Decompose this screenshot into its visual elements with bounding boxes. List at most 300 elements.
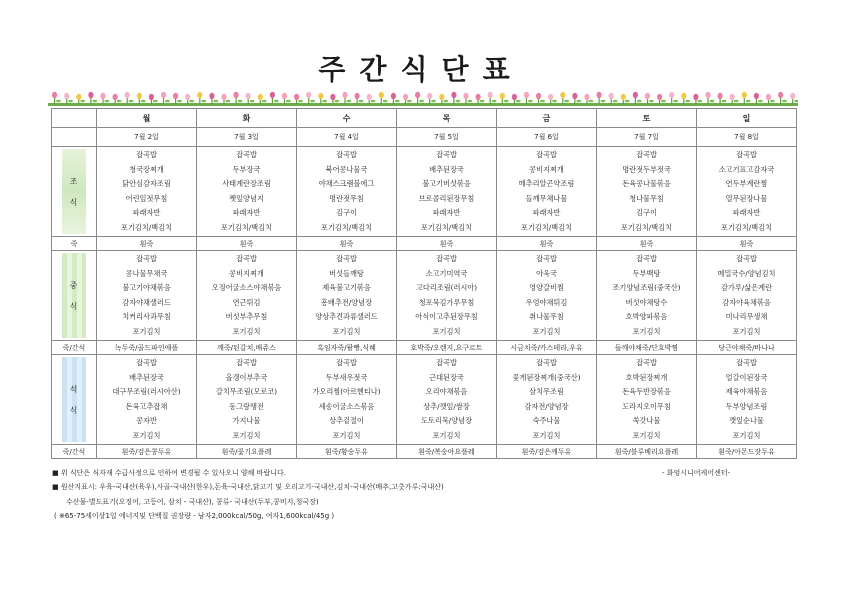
flower-leaf [552,100,557,103]
notes-line-4: ( ※65-75세이상1일 에너지및 단백질 권장량 - 남자2,000kcal/50g, 여자1,600kcal/45g ) [54,512,335,520]
flower-leaf [673,100,678,103]
menu-item: 콩자반 [136,416,157,425]
flower-bloom [64,93,69,99]
date-header: 7월 4일 [297,128,397,147]
menu-item: 제육불고기볶음 [322,283,371,292]
flower-bloom [754,93,759,99]
menu-item: 포기김치 [132,430,161,440]
weekly-menu-table [51,108,797,459]
dinner-snack-cell: 흰죽/검은콩두유 [97,445,197,459]
menu-item: 오징어굴소스야채볶음 [211,283,282,292]
menu-item: 어린잎젓무침 [125,193,168,203]
menu-item: 올갱이부추국 [225,372,268,382]
flower-bloom [500,93,505,99]
menu-item: 메추리알곤약조림 [518,179,575,188]
menu-item: 쩻잎양념지 [229,193,264,203]
menu-item: 세송이굴소스볶음 [318,401,375,411]
menu-item: 호박된장찌개 [625,372,668,382]
menu-item: 김구이 [336,208,357,217]
flower-bloom [742,92,747,98]
dinner-label: 석 식 [52,355,97,445]
lunch-label: 중 식 [52,251,97,341]
menu-item: 양상추견과류샐러드 [315,312,378,321]
menu-item: 잡곡밥 [736,254,757,263]
menu-item: 감자야육채볶음 [722,297,771,307]
menu-item: 잡곡밥 [636,254,657,263]
lunch-snack-cell: 들깨야채죽/단호박찜 [597,341,697,355]
flower-leaf [431,100,436,103]
flower-leaf [274,100,279,103]
flower-bloom [718,93,723,99]
menu-item: 잡곡밥 [736,358,757,367]
menu-item: 포기김치 [632,430,661,440]
flower-leaf [68,100,73,103]
menu-item: 파래자반 [232,208,261,217]
flower-leaf [576,100,581,103]
flower-bloom [318,93,323,99]
porridge-cell: 흰죽 [97,237,197,251]
menu-item: 브로콜리된장무침 [418,193,475,203]
date-header: 7월 6일 [497,128,597,147]
flower-bloom [294,94,299,100]
flower-leaf [468,100,473,103]
notes-line-1: ■ 위 식단은 식자재 수급사정으로 인하여 변경될 수 있사오니 양해 바랍니다. [52,469,286,477]
menu-item: 포기김치/백김치 [120,222,173,232]
flower-leaf [177,100,182,103]
menu-item: 소고기표고감자국 [718,164,775,174]
flower-leaf [238,100,243,103]
date-header: 7월 2일 [97,128,197,147]
dinner-snack-cell: 흰죽/아몬드잣두유 [697,445,797,459]
menu-item: 돈육콩나물볶음 [622,179,671,188]
menu-item: 상추겉절이 [329,416,364,425]
flower-bloom [88,92,93,98]
flower-bloom [778,92,783,98]
menu-item: 고다리조림(러시아) [415,283,478,292]
breakfast-cell [597,147,697,237]
menu-item: 파래자반 [732,208,761,217]
date-header: 7월 3일 [197,128,297,147]
flower-bloom [645,93,650,99]
menu-item: 포기김치 [132,326,161,336]
flower-leaf [613,100,618,103]
menu-item: 아욱국 [536,268,557,278]
menu-item: 포기김치 [732,430,761,440]
flower-bloom [524,92,529,98]
flower-bloom [451,92,456,98]
menu-item: 포기김치 [332,430,361,440]
flower-leaf [347,100,352,103]
menu-item: 버섯부추무침 [225,312,268,321]
flower-leaf [250,100,255,103]
dinner-cell [97,355,197,445]
menu-item: 불고기버섯볶음 [422,179,471,188]
flower-bloom [185,94,190,100]
menu-item: 들깨무채나물 [525,193,568,203]
menu-item: 포기김치 [232,326,261,336]
flower-bloom [246,93,251,99]
menu-item: 청국장찌개 [129,164,164,174]
flower-bloom [161,92,166,98]
menu-item: 잡곡밥 [436,150,457,159]
flower-bloom [584,94,589,100]
menu-item: 김구이 [636,208,657,217]
flower-bloom [621,94,626,100]
flower-bloom [633,92,638,98]
flower-bloom [572,93,577,99]
menu-item: 포기김치 [232,430,261,440]
flower-leaf [286,100,291,103]
flower-bloom [234,92,239,98]
menu-item: 우엉야채튀김 [525,297,568,307]
menu-item: 취나물무침 [529,312,564,321]
menu-item: 가지나물 [232,416,261,425]
dinner-snack-cell: 흰죽/블루베리요플레 [597,445,697,459]
menu-item: 도토리묵/양념장 [420,416,473,425]
menu-item: 미나리무생채 [725,312,768,321]
menu-item: 잡곡밥 [236,150,257,159]
menu-item: 포기김치 [532,430,561,440]
flower-leaf [770,100,775,103]
flower-leaf [383,100,388,103]
menu-item: 조기양념조림(중국산) [612,283,681,292]
menu-item: 명란젓두부젓국 [622,164,671,174]
menu-item: 배추된장국 [129,372,164,382]
porridge-cell: 흰죽 [197,237,297,251]
flower-leaf [564,100,569,103]
flower-leaf [540,100,545,103]
flower-bloom [548,94,553,100]
flower-bloom [76,94,81,100]
flower-leaf [661,100,666,103]
flower-leaf [298,100,303,103]
menu-item: 꽃게된장찌개(중국산) [512,372,581,382]
menu-item: 콩나물무채국 [125,268,168,278]
porridge-cell: 흰죽 [697,237,797,251]
menu-item: 잡곡밥 [136,358,157,367]
menu-item: 사태계란장조림 [222,179,271,188]
menu-item: 포기김치 [332,326,361,336]
flower-leaf [528,100,533,103]
menu-item: 호박양파볶음 [625,312,668,321]
flower-bloom [221,94,226,100]
dinner-snack-cell: 흰죽/검은깨두유 [497,445,597,459]
flower-leaf [407,100,412,103]
day-header: 월 [97,109,197,128]
flower-bloom [439,94,444,100]
flower-leaf [685,100,690,103]
flower-bloom [100,93,105,99]
menu-item: 연근튀김 [232,297,261,307]
flower-bloom [113,94,118,100]
flower-leaf [710,100,715,103]
corner-cell [52,109,97,128]
menu-item: 두부장국 [232,164,261,174]
menu-item: 배추된장국 [429,164,464,174]
menu-item: 흥배추전/양념장 [320,297,373,307]
flower-bloom [730,94,735,100]
flower-leaf [105,100,110,103]
flower-bloom [367,94,372,100]
breakfast-cell [497,147,597,237]
flower-bloom [137,93,142,99]
menu-item: 쑥갓나물 [632,416,661,425]
flower-leaf [697,100,702,103]
flower-bloom [536,93,541,99]
breakfast-label: 조 식 [52,147,97,237]
menu-item: 포기김치 [732,326,761,336]
flower-bloom [52,92,57,98]
notes-line-2: ■ 원산지표시: 우육-국내산(육우),사골-국내산(한우),돈육-국내산,닭고기 및 오리고기-국내산,김치-국내산(배추,고춧가루:국내산) [52,483,444,491]
flower-bloom [790,93,795,99]
lunch-cell [297,251,397,341]
flower-bloom [173,93,178,99]
flower-leaf [165,100,170,103]
menu-item: 가오리찜(아르헨티나) [312,387,381,396]
menu-item: 포기김치 [632,326,661,336]
date-header: 7월 7일 [597,128,697,147]
date-header: 7월 5일 [397,128,497,147]
menu-item: 숙주나물 [532,416,561,425]
menu-item: 잡곡밥 [336,150,357,159]
menu-item: 삼치무조림 [529,387,564,396]
flower-bloom [512,94,517,100]
flower-bloom [705,92,710,98]
flower-bloom [355,93,360,99]
flower-leaf [262,100,267,103]
lunch-cell [697,251,797,341]
flower-bloom [488,92,493,98]
flower-leaf [117,100,122,103]
dinner-snack-cell: 흰죽/복숭아요플레 [397,445,497,459]
flower-leaf [92,100,97,103]
lunch-snack-cell: 당근야채죽/바나나 [697,341,797,355]
corner-cell [52,128,97,147]
flower-leaf [625,100,630,103]
menu-item: 닭안심감자조림 [122,179,171,188]
menu-item: 콩비지찌개 [229,268,264,278]
flower-bloom [657,94,662,100]
flower-leaf [649,100,654,103]
lunch-snack-label: 죽/간식 [52,341,97,355]
menu-item: 잡곡밥 [236,254,257,263]
flower-leaf [153,100,158,103]
flower-leaf [56,100,61,103]
porridge-cell: 흰죽 [497,237,597,251]
menu-item: 잡곡밥 [736,150,757,159]
lunch-snack-cell: 호박죽/오렌지,요구르트 [397,341,497,355]
dinner-cell [597,355,697,445]
flower-bloom [342,92,347,98]
dinner-cell [697,355,797,445]
menu-item: 잡곡밥 [136,150,157,159]
flower-leaf [637,100,642,103]
menu-item: 버섯들깨탕 [329,268,364,278]
menu-item: 잡곡밥 [536,254,557,263]
page-title: 주간식단표 [318,53,524,86]
flower-bloom [560,92,565,98]
flower-leaf [322,100,327,103]
menu-item: 갈치무조림(모로코) [215,387,278,396]
flower-leaf [201,100,206,103]
day-header: 화 [197,109,297,128]
menu-item: 동그랑땡전 [229,401,264,411]
flower-bloom [681,93,686,99]
flower-leaf [213,100,218,103]
menu-item: 제육야채볶음 [725,387,768,396]
menu-item: 열무된장나물 [725,193,768,203]
porridge-cell: 흰죽 [397,237,497,251]
menu-item: 잡곡밥 [636,150,657,159]
menu-item: 불고기야채볶음 [122,283,171,292]
flower-bloom [125,92,130,98]
menu-item: 야채스크램블에그 [318,179,375,188]
menu-item: 도라지오이무침 [622,401,671,411]
flower-bloom [415,92,420,98]
menu-item: 포기김치 [532,326,561,336]
menu-item: 잡곡밥 [436,358,457,367]
flower-bloom [427,93,432,99]
menu-item: 파래자반 [132,208,161,217]
porridge-label: 죽 [52,237,97,251]
menu-item: 연두부계란찜 [725,179,768,188]
porridge-cell: 흰죽 [297,237,397,251]
flower-leaf [782,100,787,103]
day-header: 목 [397,109,497,128]
menu-item: 잡곡밥 [536,150,557,159]
day-header: 금 [497,109,597,128]
menu-item: 잡곡밥 [336,254,357,263]
breakfast-cell [397,147,497,237]
flower-bloom [209,93,214,99]
menu-item: 청나물무침 [629,193,664,203]
flower-leaf [794,100,798,103]
lunch-snack-cell: 흑임자죽/팥빵,식혜 [297,341,397,355]
dinner-cell [397,355,497,445]
menu-item: 잡곡밥 [436,254,457,263]
menu-item: 버섯야채탕수 [625,297,668,307]
day-header: 수 [297,109,397,128]
menu-item: 두부새우젓국 [325,372,368,382]
flower-bloom [476,94,481,100]
menu-item: 아식이고추된장무침 [415,312,478,321]
menu-item: 대구무조림(러시아산) [112,387,181,396]
flower-bloom [282,93,287,99]
flower-leaf [492,100,497,103]
menu-item: 영양갈비찜 [529,283,564,292]
menu-item: 포기김치/백김치 [320,222,373,232]
flower-leaf [443,100,448,103]
flower-leaf [419,100,424,103]
menu-item: 잡곡밥 [236,358,257,367]
flower-leaf [129,100,134,103]
menu-item: 치커리사과무침 [122,312,171,321]
date-header: 7월 8일 [697,128,797,147]
menu-item: 소고기미역국 [425,268,468,278]
lunch-cell [497,251,597,341]
menu-item: 잡곡밥 [336,358,357,367]
lunch-cell [597,251,697,341]
dinner-cell [197,355,297,445]
dinner-cell [497,355,597,445]
flower-leaf [734,100,739,103]
breakfast-cell [197,147,297,237]
flower-leaf [455,100,460,103]
flower-bloom [597,92,602,98]
menu-item: 잡곡밥 [536,358,557,367]
flower-bloom [258,94,263,100]
center-name: - 화엉시니어케어센터- [662,469,731,477]
menu-item: 메밀국수/양념김치 [717,268,776,278]
menu-item: 감가루/삶은계란 [720,283,773,292]
menu-item: 청포묵김가루무침 [418,297,475,307]
lunch-snack-cell: 시금치죽/카스테라,우유 [497,341,597,355]
flower-leaf [334,100,339,103]
flower-leaf [371,100,376,103]
notes-line-3: 수산물-별도표기(오징어, 고등어, 삼치 - 국내산), 콩류- 국내산(두부,콩비지,청국장) [66,498,319,506]
day-header: 토 [597,109,697,128]
menu-item: 돈육두반장볶음 [622,387,671,396]
lunch-cell [397,251,497,341]
flower-bloom [330,94,335,100]
flower-bloom [149,94,154,100]
flower-bloom [403,94,408,100]
menu-item: 오리야채볶음 [425,387,468,396]
menu-item: 포기김치/백김치 [220,222,273,232]
menu-item: 파래자반 [532,208,561,217]
menu-item: 잡곡밥 [136,254,157,263]
menu-item: 포기김치/백김치 [720,222,773,232]
flower-leaf [722,100,727,103]
dinner-cell [297,355,397,445]
lunch-snack-cell: 녹두죽/골드파인애플 [97,341,197,355]
flower-leaf [516,100,521,103]
flower-leaf [480,100,485,103]
menu-item: 포기김치 [432,326,461,336]
flower-leaf [226,100,231,103]
menu-item: 포기김치 [432,430,461,440]
menu-item: 감자전/양념장 [524,401,569,411]
menu-item: 두부양념조림 [725,401,768,411]
menu-item: 깻잎순나물 [729,416,764,425]
flower-leaf [758,100,763,103]
menu-item: 명란젓무침 [329,193,364,203]
breakfast-cell [97,147,197,237]
flower-leaf [359,100,364,103]
menu-item: 포기김치/백김치 [520,222,573,232]
menu-item: 파래자반 [432,208,461,217]
menu-item: 포기김치/백김치 [420,222,473,232]
lunch-cell [197,251,297,341]
flower-leaf [80,100,85,103]
flower-leaf [746,100,751,103]
flower-border-decoration [48,90,798,106]
breakfast-cell [697,147,797,237]
flower-bloom [306,92,311,98]
menu-item: 상추/깻잎/쌈장 [423,401,470,411]
flower-leaf [189,100,194,103]
day-header: 일 [697,109,797,128]
menu-item: 돈육고추잡채 [125,401,168,411]
menu-item: 북어콩나물국 [325,164,368,174]
flower-leaf [504,100,509,103]
dinner-snack-cell: 흰죽/황숭두유 [297,445,397,459]
flower-bloom [463,93,468,99]
menu-item: 잡곡밥 [636,358,657,367]
menu-item: 두부백탕 [632,268,661,278]
flower-bloom [270,92,275,98]
menu-item: 근대된장국 [429,372,464,382]
